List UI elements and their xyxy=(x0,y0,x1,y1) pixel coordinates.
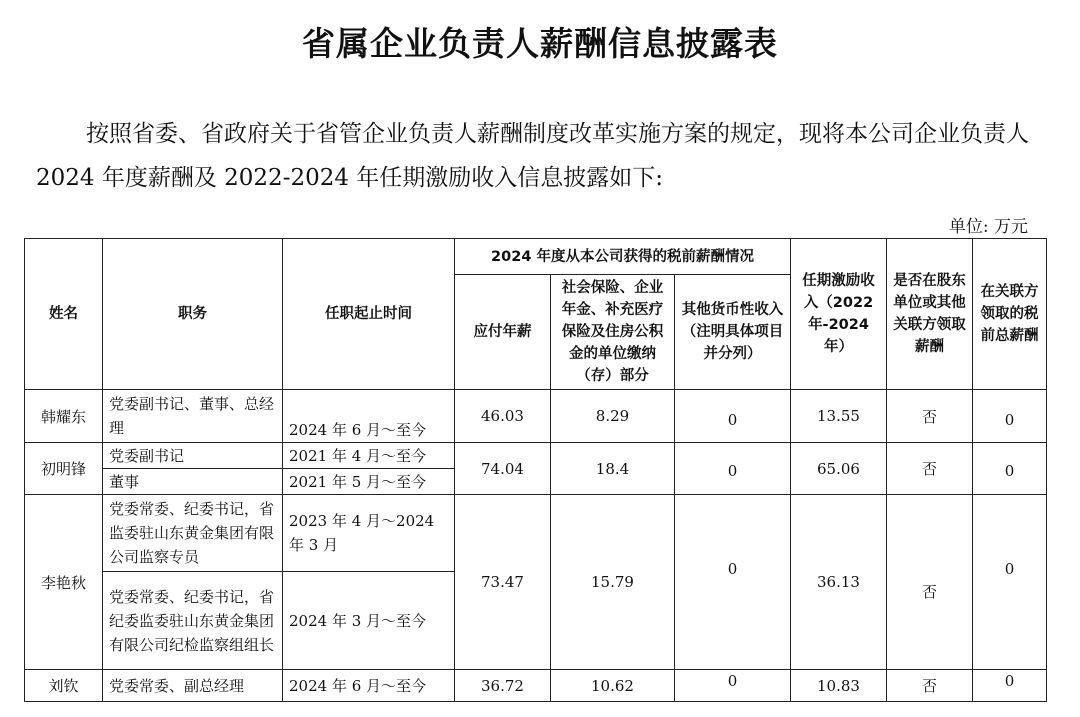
salary-disclosure-table xyxy=(24,238,1047,702)
header-position: 职务 xyxy=(103,239,283,390)
cell-social-insurance: 15.79 xyxy=(551,495,675,670)
cell-name: 初明锋 xyxy=(25,443,103,495)
unit-label: 单位: 万元 xyxy=(948,217,1028,237)
cell-tenure: 2024 年 3 月～至今 xyxy=(283,572,455,670)
cell-annual-salary: 74.04 xyxy=(455,443,551,495)
cell-tenure: 2021 年 4 月～至今 xyxy=(283,443,455,469)
cell-shareholder-paid: 否 xyxy=(887,495,973,670)
cell-position: 党委副书记、董事、总经理 xyxy=(103,390,283,443)
cell-other-income: 0 xyxy=(675,495,791,670)
cell-other-income: 0 xyxy=(675,670,791,702)
table-row xyxy=(25,443,1047,469)
document-title: 省属企业负责人薪酬信息披露表 xyxy=(302,24,778,63)
cell-tenure: 2023 年 4 月～2024 年 3 月 xyxy=(283,495,455,572)
cell-annual-salary: 73.47 xyxy=(455,495,551,670)
cell-position: 党委常委、副总经理 xyxy=(103,670,283,702)
cell-name: 刘钦 xyxy=(25,670,103,702)
header-tenure: 任职起止时间 xyxy=(283,239,455,390)
table-row xyxy=(25,495,1047,572)
cell-term-incentive: 13.55 xyxy=(791,390,887,443)
cell-position: 党委常委、纪委书记，省监委驻山东黄金集团有限公司监察专员 xyxy=(103,495,283,572)
cell-shareholder-paid: 否 xyxy=(887,670,973,702)
cell-related-total: 0 xyxy=(973,443,1047,495)
cell-social-insurance: 8.29 xyxy=(551,390,675,443)
cell-social-insurance: 10.62 xyxy=(551,670,675,702)
table-row xyxy=(25,670,1047,702)
intro-paragraph: 按照省委、省政府关于省管企业负责人薪酬制度改革实施方案的规定，现将本公司企业负责人 2024 年度薪酬及 2022-2024 年任期激励收入信息披露如下: xyxy=(36,121,1029,191)
header-name: 姓名 xyxy=(25,239,103,390)
cell-shareholder-paid: 否 xyxy=(887,443,973,495)
header-shareholder-paid: 是否在股东单位或其他关联方领取薪酬 xyxy=(887,239,973,390)
cell-annual-salary: 36.72 xyxy=(455,670,551,702)
cell-other-income: 0 xyxy=(675,390,791,443)
header-2024-group: 2024 年度从本公司获得的税前薪酬情况 xyxy=(455,239,791,275)
cell-position: 党委常委、纪委书记，省纪委监委驻山东黄金集团有限公司纪检监察组组长 xyxy=(103,572,283,670)
cell-related-total: 0 xyxy=(973,670,1047,702)
cell-related-total: 0 xyxy=(973,495,1047,670)
header-other-income: 其他货币性收入（注明具体项目并分列） xyxy=(675,275,791,390)
header-social-insurance: 社会保险、企业年金、补充医疗保险及住房公积金的单位缴纳（存）部分 xyxy=(551,275,675,390)
cell-other-income: 0 xyxy=(675,443,791,495)
cell-tenure: 2021 年 5 月～至今 xyxy=(283,469,455,495)
cell-related-total: 0 xyxy=(973,390,1047,443)
cell-term-incentive: 10.83 xyxy=(791,670,887,702)
cell-term-incentive: 36.13 xyxy=(791,495,887,670)
cell-term-incentive: 65.06 xyxy=(791,443,887,495)
cell-tenure: 2024 年 6 月～至今 xyxy=(283,390,455,443)
header-related-total: 在关联方领取的税前总薪酬 xyxy=(973,239,1047,390)
cell-tenure: 2024 年 6 月～至今 xyxy=(283,670,455,702)
header-annual-salary: 应付年薪 xyxy=(455,275,551,390)
cell-position: 董事 xyxy=(103,469,283,495)
cell-name: 韩耀东 xyxy=(25,390,103,443)
cell-name: 李艳秋 xyxy=(25,495,103,670)
cell-social-insurance: 18.4 xyxy=(551,443,675,495)
cell-position: 党委副书记 xyxy=(103,443,283,469)
cell-shareholder-paid: 否 xyxy=(887,390,973,443)
table-row xyxy=(25,390,1047,443)
header-term-incentive: 任期激励收入（2022 年-2024 年） xyxy=(791,239,887,390)
cell-annual-salary: 46.03 xyxy=(455,390,551,443)
